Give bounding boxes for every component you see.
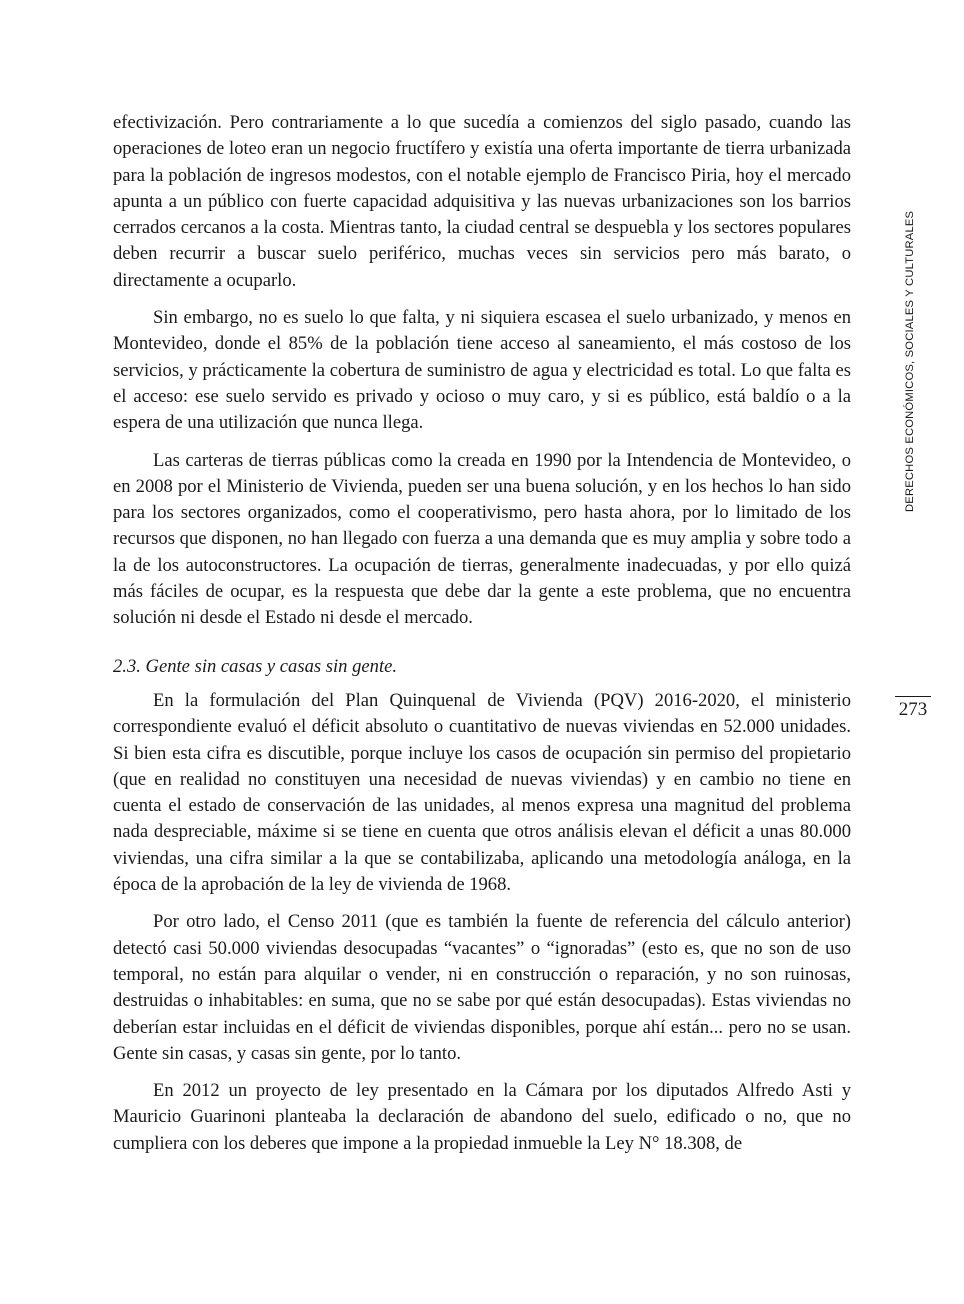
paragraph: En la formulación del Plan Quinquenal de Vivienda (PQV) 2016-2020, el ministerio correspondiente evaluó el déficit absoluto o cuantitativo de nuevas viviendas en 52.000 unidades. Si bien esta cifra es discutible, porque incluye los casos de ocupación sin permiso del propietario (que en realidad no constituyen una necesidad de nuevas viviendas) y en cambio no tiene en cuenta el estado de conservación de las unidades, al menos expresa una magnitud del problema nada despreciable, máxime si se tiene en cuenta que otros análisis elevan el déficit a unas 80.000 viviendas, una cifra similar a la que se contabilizaba, aplicando una metodología análoga, en la época de la aprobación de la ley de vivienda de 1968. bbox=[113, 689, 851, 896]
body-text bbox=[113, 110, 851, 1168]
paragraph: Las carteras de tierras públicas como la creada en 1990 por la Intendencia de Montevideo, o en 2008 por el Ministerio de Vivienda, pueden ser una buena solución, y en los hechos lo han sido para los sectores organizados, como el cooperativismo, pero hasta ahora, por lo limitado de los recursos que disponen, no han llegado con fuerza a una demanda que es muy amplia y sobre todo a la de los autoconstructores. La ocupación de tierras, generalmente inadecuadas, y por ello quizá más fáciles de ocupar, es la respuesta que debe dar la gente a este problema, que no encuentra solución ni desde el Estado ni desde el mercado. bbox=[113, 449, 851, 629]
page-number: 273 bbox=[898, 699, 928, 720]
paragraph: En 2012 un proyecto de ley presentado en la Cámara por los diputados Alfredo Asti y Mauricio Guarinoni planteaba la declaración de abandono del suelo, edificado o no, que no cumpliera con los deberes que impone a la propiedad inmueble la Ley N° 18.308, de bbox=[113, 1080, 851, 1154]
paragraph-continuation: efectivización. Pero contrariamente a lo que sucedía a comienzos del siglo pasado, cuando las operaciones de loteo eran un negocio fructífero y existía una oferta importante de tierra urbanizada para la población de ingresos modestos, con el notable ejemplo de Francisco Piria, hoy el mercado apunta a un público con fuerte capacidad adquisitiva y las nuevas urbanizaciones son los barrios cerrados cercanos a la costa. Mientras tanto, la ciudad central se despuebla y los sectores populares deben recurrir a buscar suelo periférico, muchas veces sin servicios pero más barato, o directamente a ocuparlo. bbox=[113, 112, 851, 291]
paragraph: Por otro lado, el Censo 2011 (que es también la fuente de referencia del cálculo anterior) detectó casi 50.000 viviendas desocupadas “vacantes” o “ignoradas” (esto es, que no son de uso temporal, no están para alquilar o vender, ni en construcción o reparación, y no son ruinosas, destruidas o inhabitables: en suma, que no se sabe por qué están desocupadas). Estas viviendas no deberían estar incluidas en el déficit de viviendas disponibles, porque ahí están... pero no se usan. Gente sin casas, y casas sin gente, por lo tanto. bbox=[113, 911, 851, 1064]
paragraph: Sin embargo, no es suelo lo que falta, y ni siquiera escasea el suelo urbanizado, y menos en Montevideo, donde el 85% de la población tiene acceso al saneamiento, el más costoso de los servicios, y prácticamente la cobertura de suministro de agua y electricidad es total. Lo que falta es el acceso: ese suelo servido es privado y ocioso o muy caro, y si es público, está baldío o a la espera de una utilización que nunca llega. bbox=[113, 307, 851, 434]
section-heading: 2.3. Gente sin casas y casas sin gente. bbox=[113, 655, 398, 677]
running-header: DERECHOS ECONÓMICOS, SOCIALES Y CULTURALES bbox=[904, 210, 916, 512]
page-number-rule bbox=[895, 696, 931, 697]
